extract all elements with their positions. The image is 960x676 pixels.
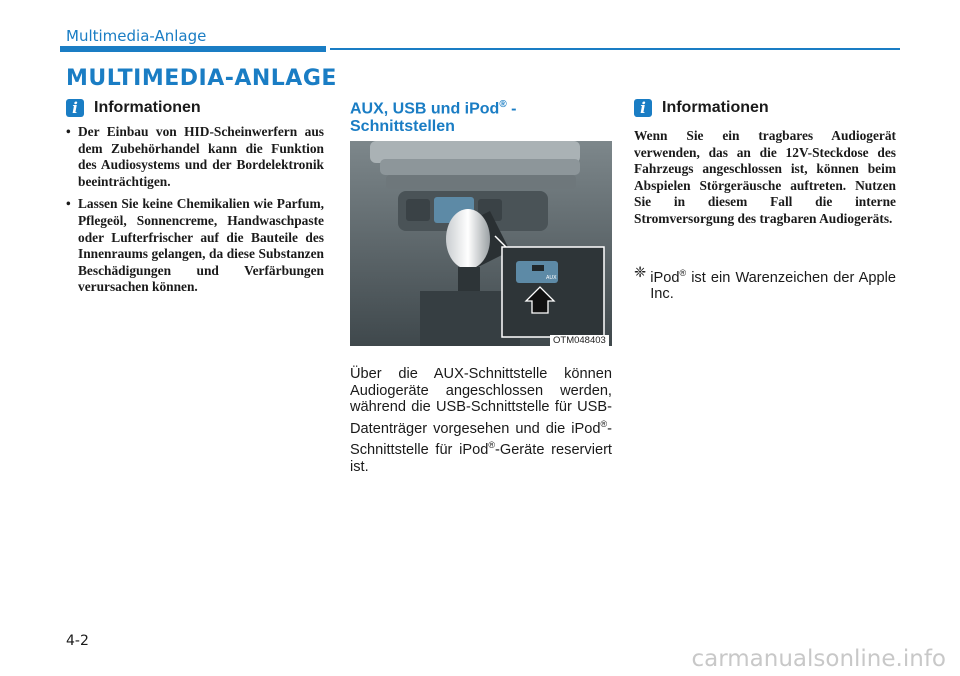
info-left-body bbox=[66, 124, 324, 302]
aux-usb-ipod-heading: AUX, USB und iPod® - Schnittstellen bbox=[350, 99, 517, 136]
bullet-list bbox=[66, 124, 324, 296]
page-title: MULTIMEDIA-ANLAGE bbox=[66, 66, 337, 91]
list-item: • Der Einbau von HID-Scheinwerfern aus dem Zubehörhandel kann die Funktion des Audiosystems und der Bordelektronik beeinträchtigen. bbox=[66, 124, 324, 189]
info-icon: i bbox=[634, 99, 652, 117]
photo-caption: OTM048403 bbox=[550, 335, 609, 346]
info-right-body: Wenn Sie ein tragbares Audiogerät verwenden, das an die 12V-Steckdose des Fahrzeugs angeschlossen ist, können beim Abspielen Störgeräusche auftreten. Nutzen Sie in diesem Fall die interne Stromversorgung des tragbaren Audiogeräts. bbox=[634, 128, 896, 226]
console-photo bbox=[350, 141, 612, 346]
aux-section-body: Über die AUX-Schnittstelle können Audiogeräte angeschlossen werden, während die USB-Schnittstelle für USB-Datenträger vorgesehen und die iPod®-Schnittstelle für iPod®-Geräte reserviert ist. bbox=[350, 366, 612, 475]
trademark-note bbox=[634, 265, 896, 303]
info-heading-left bbox=[66, 99, 201, 117]
page-number: 4-2 bbox=[66, 633, 89, 649]
info-heading-right bbox=[634, 99, 769, 117]
watermark: carmanualsonline.info bbox=[691, 646, 946, 672]
note-text: iPod® ist ein Warenzeichen der Apple Inc. bbox=[650, 268, 896, 303]
info-title-right: Informationen bbox=[662, 99, 769, 116]
info-icon: i bbox=[66, 99, 84, 117]
list-item: • Lassen Sie keine Chemikalien wie Parfum, Pflegeöl, Sonnencreme, Handwaschpaste oder Lufterfrischer auf die Bauteile des Innenraums gelangen, da diese Substanzen Beschädigungen und Verfärbungen verursachen können. bbox=[66, 196, 324, 295]
section-header: Multimedia-Anlage bbox=[66, 27, 207, 45]
info-title-left: Informationen bbox=[94, 99, 201, 116]
header-rule-thick bbox=[60, 46, 326, 52]
note-symbol-icon: ❈ bbox=[634, 265, 647, 281]
console-photo-illustration bbox=[350, 141, 612, 346]
header-rule-thin bbox=[330, 48, 900, 50]
aux-port-label: AUX bbox=[546, 275, 557, 281]
